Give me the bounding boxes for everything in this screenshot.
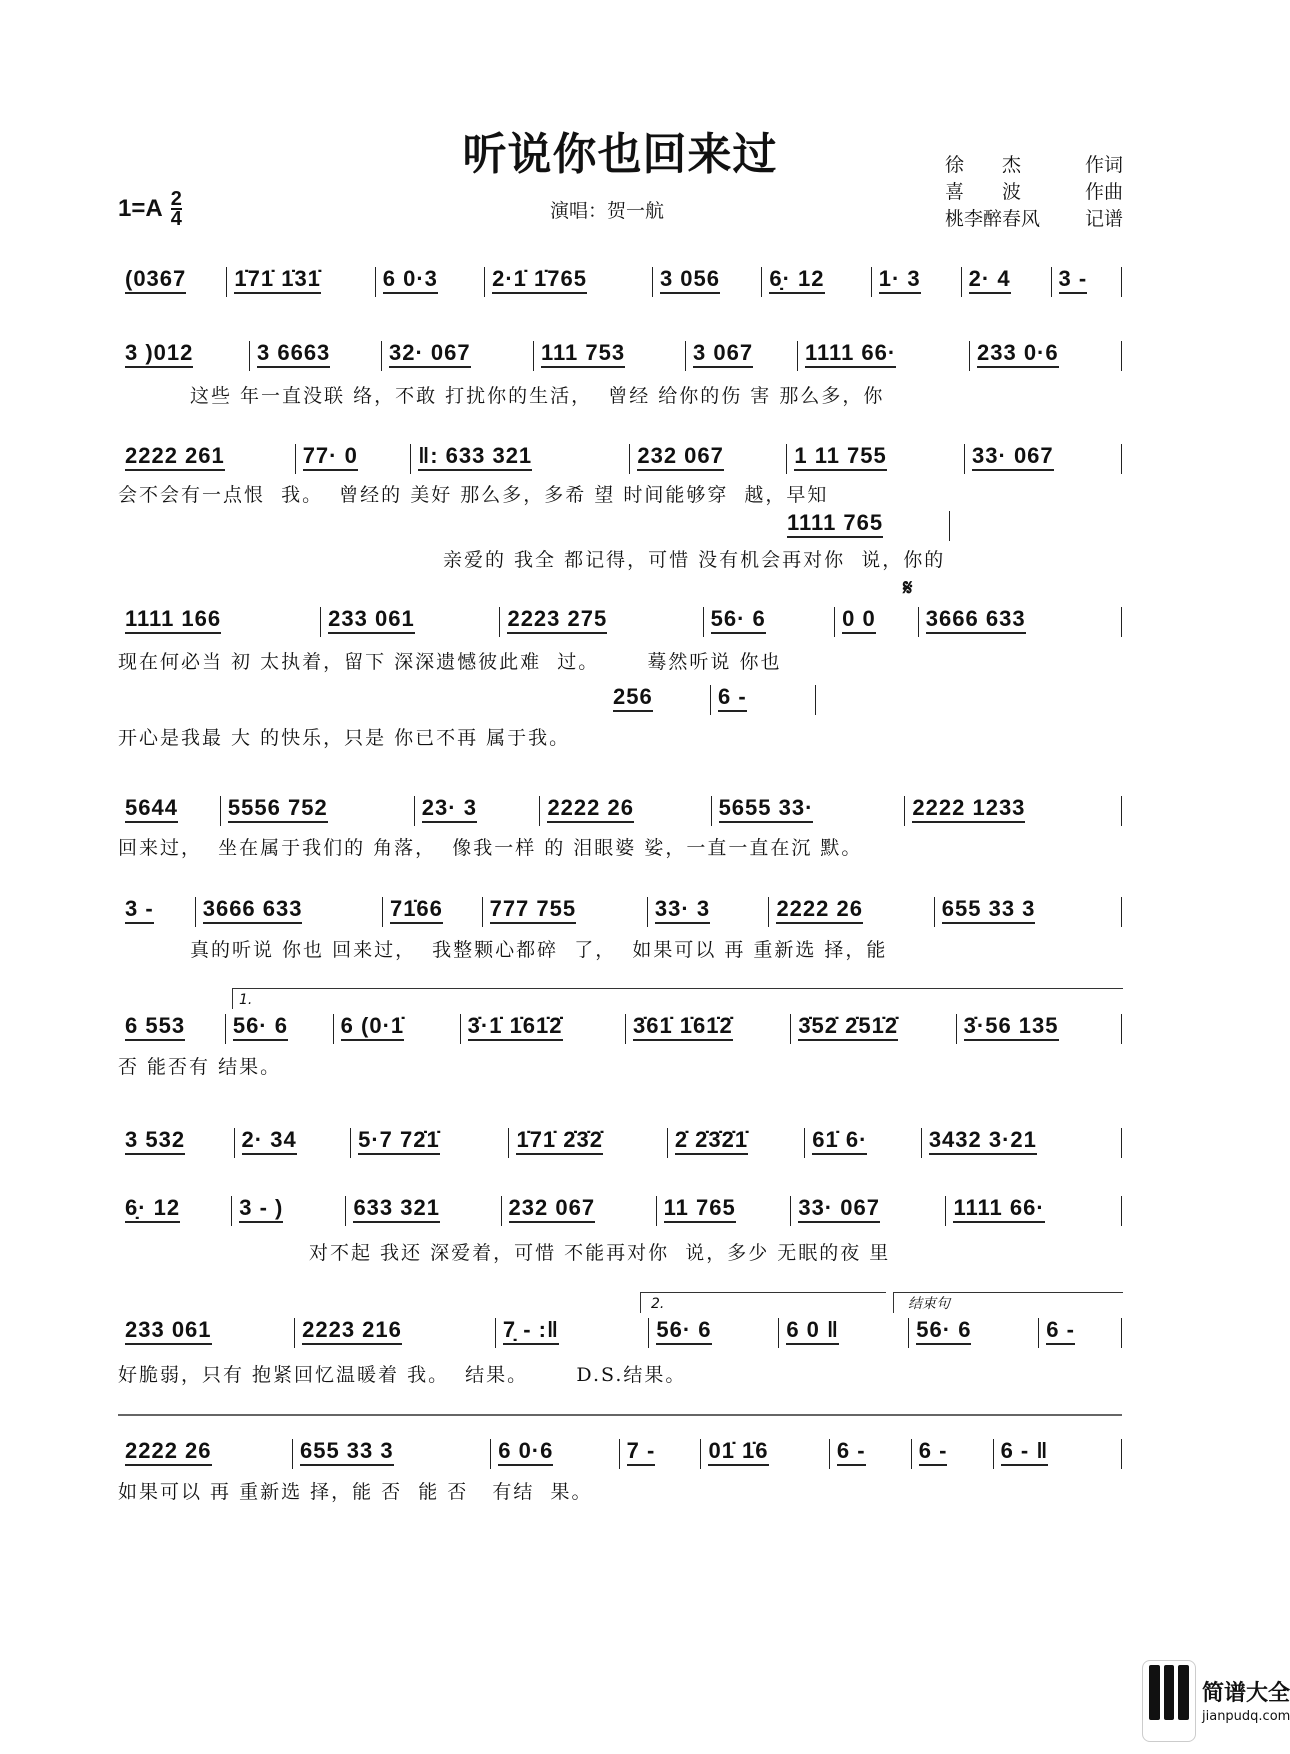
measure-notes: 655 33 3 (300, 1439, 394, 1466)
measure-notes: 6̣· 12 (769, 267, 824, 294)
measure-notes: 2222 26 (776, 897, 863, 924)
measure (118, 1318, 294, 1348)
credits (945, 152, 1123, 233)
measure (490, 1439, 618, 1469)
measure (220, 796, 414, 826)
measure (1038, 1318, 1122, 1348)
measure (460, 1014, 625, 1044)
measure-notes: 6 0·3 (383, 267, 438, 294)
measure (904, 796, 1122, 826)
measure-notes: 1̇71̇ 2̇3̇2̇ (516, 1128, 603, 1155)
measure-notes: 71̇66 (390, 897, 443, 924)
measure (118, 1014, 225, 1044)
measure (539, 796, 710, 826)
measure-notes: 56· 6 (711, 607, 766, 634)
measure-notes: 7̣ - :‖ (503, 1318, 559, 1345)
measure-notes: 1111 66· (805, 341, 896, 368)
measure (118, 897, 195, 927)
staff-row (118, 339, 1122, 371)
measure (790, 1014, 955, 1044)
measure (118, 341, 249, 371)
measure-notes: 3̇52̇ 2̇51̇2̇ (798, 1014, 898, 1041)
measure-notes: 11 765 (664, 1196, 736, 1223)
measure (508, 1128, 666, 1158)
volta-first (232, 988, 1123, 1009)
volta-ending-label: 结束句 (908, 1296, 950, 1312)
measure-notes: 256 (613, 685, 653, 712)
measure (234, 1128, 351, 1158)
measure-notes: 3̇·56 135 (964, 1014, 1059, 1041)
measure-notes: 1̇71̇ 1̇31̇ (234, 267, 321, 294)
measure-notes: 232 067 (637, 444, 724, 471)
measure-notes: 3̇61̇ 1̇61̇2̇ (633, 1014, 733, 1041)
measure-notes: 633 321 (353, 1196, 440, 1223)
measure-notes: 23· 3 (422, 796, 477, 823)
measure (768, 897, 933, 927)
measure (195, 897, 382, 927)
measure (225, 1014, 333, 1044)
lyrics-line: 真的听说 你也 回来过， 我整颗心都碎 了， 如果可以 再 重新选 择，能 (190, 939, 888, 961)
measure-notes: 3 - (1059, 267, 1088, 294)
lyrics-line: 对不起 我还 深爱着，可惜 不能再对你 说，多少 无眠的夜 里 (309, 1242, 891, 1264)
measure (834, 607, 918, 637)
credit-transcriber (945, 206, 1123, 233)
measure (961, 267, 1051, 297)
measure (656, 1196, 791, 1226)
measure (969, 341, 1122, 371)
measure (710, 685, 816, 715)
measure-notes: 01̇ 1̇6 (708, 1439, 768, 1466)
volta-second (640, 1292, 886, 1313)
measure-notes: 3666 633 (203, 897, 303, 924)
measure (685, 341, 797, 371)
measure-notes: 3 532 (125, 1128, 185, 1155)
measure-notes: 2·1̇ 1̇765 (492, 267, 587, 294)
measure (921, 1128, 1122, 1158)
measure (761, 267, 870, 297)
measure-notes: 33· 067 (972, 444, 1054, 471)
staff-row (118, 442, 1122, 474)
time-signature (171, 190, 182, 228)
measure-notes: 56· 6 (233, 1014, 288, 1041)
measure (320, 607, 499, 637)
measure-notes: 1· 3 (879, 267, 921, 294)
measure (711, 796, 905, 826)
measure (292, 1439, 490, 1469)
lyrics-line: 如果可以 再 重新选 择，能 否 能 否 有结 果。 (118, 1481, 593, 1503)
measure (786, 444, 964, 474)
measure-notes: 2· 34 (242, 1128, 297, 1155)
measure-notes: 2223 216 (302, 1318, 402, 1345)
measure (945, 1196, 1122, 1226)
measure-notes: 1111 66· (953, 1196, 1044, 1223)
measure (778, 1318, 908, 1348)
site-logo (1142, 1660, 1290, 1742)
measure (652, 267, 761, 297)
measure-notes: 3 )012 (125, 341, 193, 368)
measure-notes: 5556 752 (228, 796, 328, 823)
time-bottom: 4 (170, 208, 182, 230)
measure-notes: 6 - (718, 685, 747, 712)
measure-notes: 6 - (1046, 1318, 1075, 1345)
measure-notes: ‖: 633 321 (418, 444, 532, 471)
measure-notes: 2222 261 (125, 444, 225, 471)
measure (333, 1014, 460, 1044)
staff-row (118, 265, 1122, 297)
staff-row (118, 605, 1122, 637)
measure (382, 897, 482, 927)
credit-role: 作词 (1084, 154, 1123, 176)
credit-role: 作曲 (1084, 181, 1123, 203)
measure (829, 1439, 911, 1469)
measure (956, 1014, 1122, 1044)
measure-notes: 1111 166 (125, 607, 221, 634)
measure (118, 444, 295, 474)
lyrics-line: 现在何必当 初 太执着，留下 深深遗憾彼此难 过。 蓦然听说 你也 (118, 651, 782, 673)
logo-cn: 简谱大全 (1202, 1680, 1290, 1706)
measure-notes: 2222 26 (547, 796, 634, 823)
measure (934, 897, 1122, 927)
measure-notes: 2222 26 (125, 1439, 212, 1466)
measure (780, 511, 950, 541)
measure (703, 607, 834, 637)
measure-notes: 1 11 755 (794, 444, 886, 471)
measure-notes: 6 0 ‖ (786, 1318, 839, 1345)
measure-notes: (0367 (125, 267, 186, 294)
lyrics-line-alt: 亲爱的 我全 都记得，可惜 没有机会再对你 说，你的 (443, 549, 946, 571)
measure-notes: 3 - ) (239, 1196, 283, 1223)
measure-notes: 233 0·6 (977, 341, 1059, 368)
measure-notes: 5644 (125, 796, 178, 823)
measure (484, 267, 652, 297)
measure (410, 444, 629, 474)
measure-notes: 2222 1233 (912, 796, 1025, 823)
measure (118, 1439, 292, 1469)
measure (249, 341, 381, 371)
measure-notes: 3 067 (693, 341, 753, 368)
measure (964, 444, 1122, 474)
staff-row (118, 794, 1122, 826)
measure (118, 607, 320, 637)
measure (295, 444, 411, 474)
measure-notes: 2̇ 2̇3̇2̇1̇ (675, 1128, 748, 1155)
measure (797, 341, 969, 371)
credit-name: 喜 波 (945, 181, 1022, 203)
measure (625, 1014, 790, 1044)
measure (499, 607, 702, 637)
measure-notes: 233 061 (328, 607, 415, 634)
measure (647, 897, 769, 927)
measure-notes: 3432 3·21 (929, 1128, 1037, 1155)
staff-row (118, 895, 1122, 927)
measure-notes: 77· 0 (303, 444, 358, 471)
measure (414, 796, 540, 826)
measure (533, 341, 685, 371)
credit-name: 徐 杰 (945, 154, 1022, 176)
measure (619, 1439, 701, 1469)
measure (345, 1196, 500, 1226)
measure-notes: 3 056 (660, 267, 720, 294)
credit-composer (945, 179, 1123, 206)
ending-bracket (118, 1414, 1122, 1416)
measure (629, 444, 786, 474)
measure-notes: 5655 33· (719, 796, 814, 823)
time-top: 2 (170, 188, 182, 210)
key-label: 1=A (118, 195, 163, 222)
measure (911, 1439, 993, 1469)
lyrics-line: 回来过， 坐在属于我们的 角落， 像我一样 的 泪眼婆 娑，一直一直在沉 默。 (118, 837, 863, 859)
measure-notes: 6̣· 12 (125, 1196, 180, 1223)
staff-row (780, 509, 950, 541)
credit-role: 记谱 (1084, 208, 1123, 230)
measure (118, 1128, 234, 1158)
segno-sign: 𝄋 (903, 576, 913, 601)
measure (381, 341, 533, 371)
measure (118, 796, 220, 826)
measure-notes: 232 067 (509, 1196, 596, 1223)
measure (375, 267, 484, 297)
credit-lyricist (945, 152, 1123, 179)
volta-second-label: 2. (651, 1296, 665, 1312)
measure-notes: 777 755 (490, 897, 577, 924)
measure-notes: 3̇·1̇ 1̇61̇2̇ (468, 1014, 563, 1041)
measure (993, 1439, 1122, 1469)
measure (118, 1196, 231, 1226)
lyrics-line: 这些 年一直没联 络，不敢 打扰你的生活， 曾经 给你的伤 害 那么多，你 (190, 385, 885, 407)
staff-row (606, 683, 816, 715)
logo-en: jianpudq.com (1202, 1708, 1290, 1724)
measure (350, 1128, 508, 1158)
measure (667, 1128, 804, 1158)
piano-keys-icon (1142, 1660, 1196, 1742)
measure (700, 1439, 828, 1469)
measure (790, 1196, 945, 1226)
measure (648, 1318, 778, 1348)
measure (908, 1318, 1038, 1348)
volta-ending (893, 1292, 1123, 1313)
lyrics-line: 否 能否有 结果。 (118, 1056, 282, 1078)
measure (231, 1196, 345, 1226)
measure-notes: 6 (0·1̇ (341, 1014, 404, 1041)
measure-notes: 32· 067 (389, 341, 471, 368)
measure-notes: 7 - (627, 1439, 656, 1466)
measure-notes: 3 - (125, 897, 154, 924)
measure-notes: 5·7 72̇1̇ (358, 1128, 440, 1155)
measure-notes: 56· 6 (916, 1318, 971, 1345)
measure-notes: 61̇ 6· (812, 1128, 867, 1155)
measure-notes: 655 33 3 (942, 897, 1036, 924)
measure-notes: 3 6663 (257, 341, 330, 368)
credit-name: 桃李醉春风 (945, 208, 1041, 230)
measure (918, 607, 1122, 637)
measure-notes: 6 553 (125, 1014, 185, 1041)
measure (118, 267, 226, 297)
measure-notes: 6 - (919, 1439, 948, 1466)
lyrics-line-alt: 开心是我最 大 的快乐，只是 你已不再 属于我。 (118, 727, 571, 749)
measure-notes: 0 0 (842, 607, 876, 634)
staff-row (118, 1316, 1122, 1348)
measure-notes: 3666 633 (926, 607, 1026, 634)
volta-first-label: 1. (239, 992, 253, 1008)
measure-notes: 233 061 (125, 1318, 212, 1345)
measure-notes: 33· 067 (798, 1196, 880, 1223)
measure-notes: 2· 4 (969, 267, 1011, 294)
measure (495, 1318, 649, 1348)
song-title: 听说你也回来过 (462, 129, 778, 180)
staff-row (118, 1437, 1122, 1469)
measure (226, 267, 374, 297)
measure-notes: 6 - (837, 1439, 866, 1466)
measure (501, 1196, 656, 1226)
measure (294, 1318, 495, 1348)
staff-row (118, 1194, 1122, 1226)
measure-notes: 1111 765 (787, 511, 883, 538)
measure (804, 1128, 921, 1158)
lyrics-line: 好脆弱，只有 抱紧回忆温暖着 我。 结果。 D.S.结果。 (118, 1364, 687, 1386)
measure-notes: 6 - ‖ (1001, 1439, 1049, 1466)
measure (482, 897, 647, 927)
measure-notes: 2223 275 (507, 607, 607, 634)
measure-notes: 6 0·6 (498, 1439, 553, 1466)
measure (1051, 267, 1122, 297)
measure-notes: 56· 6 (656, 1318, 711, 1345)
measure-notes: 33· 3 (655, 897, 710, 924)
measure (606, 685, 710, 715)
measure (871, 267, 961, 297)
measure-notes: 111 753 (541, 341, 625, 368)
lyrics-line: 会不会有一点恨 我。 曾经的 美好 那么多，多希 望 时间能够穿 越，早知 (118, 484, 829, 506)
staff-row (118, 1126, 1122, 1158)
singer: 演唱：贺一航 (550, 200, 665, 222)
staff-row (118, 1012, 1122, 1044)
key-signature (118, 190, 182, 228)
